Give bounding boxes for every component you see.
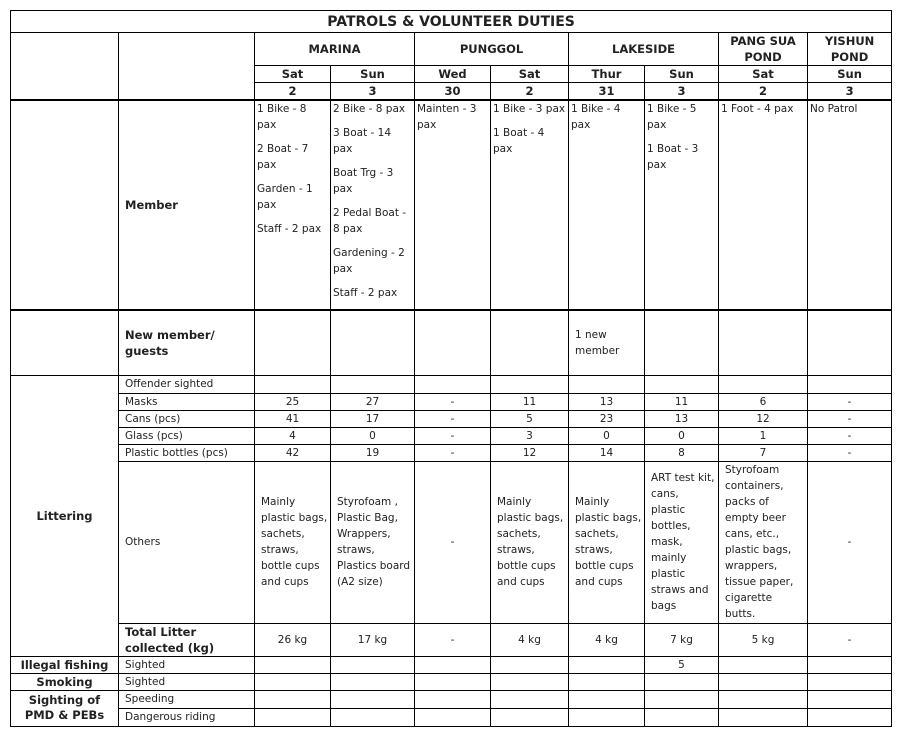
- littering-value: [255, 375, 331, 393]
- others-value: Styrofoam , Plastic Bag, Wrappers, straws, Plastics board (A2 size): [331, 461, 415, 623]
- member-entry: Staff - 2 pax: [257, 223, 322, 235]
- pmd-value: [645, 690, 719, 708]
- littering-value: 12: [719, 410, 808, 427]
- member-label: Member: [119, 100, 255, 310]
- littering-value: [808, 375, 892, 393]
- littering-value: -: [808, 410, 892, 427]
- littering-value: 19: [331, 444, 415, 461]
- member-entry: 3 Boat - 14 pax: [333, 127, 392, 155]
- littering-row-label: Cans (pcs): [119, 410, 255, 427]
- new-member-cell: [491, 310, 569, 375]
- date-cell: 2: [719, 83, 808, 101]
- day-cell: Wed: [415, 66, 491, 83]
- smoking-value: [255, 673, 331, 690]
- littering-value: [415, 375, 491, 393]
- illegal-fishing-value: [415, 656, 491, 673]
- littering-value: 23: [569, 410, 645, 427]
- location-pang-sua-pond: PANG SUA POND: [719, 33, 808, 66]
- illegal-fishing-value: [255, 656, 331, 673]
- new-member-cell: [255, 310, 331, 375]
- member-cell: [808, 100, 892, 310]
- pmd-row-label: Dangerous riding: [119, 708, 255, 726]
- others-value: ART test kit, cans, plastic bottles, mask, mainly plastic straws and bags: [645, 461, 719, 623]
- smoking-value: [331, 673, 415, 690]
- offender-sighted-row: [11, 375, 892, 393]
- illegal-fishing-value: [331, 656, 415, 673]
- new-member-value: 1 new member: [575, 328, 620, 357]
- day-cell: Sun: [808, 66, 892, 83]
- others-value: Mainly plastic bags, sachets, straws, bottle cups and cups: [491, 461, 569, 623]
- location-punggol: PUNGGOL: [415, 33, 569, 66]
- member-entry: 2 Boat - 7 pax: [257, 143, 309, 171]
- day-cell: Thur: [569, 66, 645, 83]
- glass-row: [11, 427, 892, 444]
- member-entry: 1 Boat - 4 pax: [493, 127, 545, 155]
- littering-value: [719, 375, 808, 393]
- littering-value: 27: [331, 393, 415, 410]
- member-entry: 1 Foot - 4 pax: [721, 103, 794, 115]
- pmd-value: [331, 708, 415, 726]
- date-cell: 31: [569, 83, 645, 101]
- date-cell: 2: [255, 83, 331, 101]
- pmd-value: [255, 690, 331, 708]
- littering-value: 13: [645, 410, 719, 427]
- littering-value: [645, 375, 719, 393]
- littering-value: 13: [569, 393, 645, 410]
- total-litter-value: 5 kg: [719, 623, 808, 656]
- new-member-cell: [719, 310, 808, 375]
- smoking-value: [808, 673, 892, 690]
- littering-row-label: Plastic bottles (pcs): [119, 444, 255, 461]
- date-cell: 3: [331, 83, 415, 101]
- pmd-value: [719, 690, 808, 708]
- littering-value: 6: [719, 393, 808, 410]
- new-member-cell: [569, 310, 645, 375]
- pmd-value: [255, 708, 331, 726]
- littering-value: 25: [255, 393, 331, 410]
- pmd-value: [645, 708, 719, 726]
- corner-cell-1: [11, 33, 119, 101]
- masks-row: [11, 393, 892, 410]
- smoking-row: [11, 673, 892, 690]
- pmd-value: [569, 690, 645, 708]
- littering-value: 5: [491, 410, 569, 427]
- new-member-label: New member/ guests: [119, 310, 255, 375]
- member-entry: 1 Bike - 4 pax: [571, 103, 621, 131]
- littering-value: [331, 375, 415, 393]
- littering-value: [569, 375, 645, 393]
- littering-row-label: Offender sighted: [119, 375, 255, 393]
- others-value: Mainly plastic bags, sachets, straws, bottle cups and cups: [569, 461, 645, 623]
- others-value: Styrofoam containers, packs of empty beer cans, etc., plastic bags, wrappers, tissue paper, cigarette butts.: [719, 461, 808, 623]
- illegal-fishing-row: [11, 656, 892, 673]
- pmd-value: [415, 708, 491, 726]
- duties-table-wrap: [10, 10, 891, 727]
- member-cell: [719, 100, 808, 310]
- new-member-cell: [331, 310, 415, 375]
- pmd-row-label: Speeding: [119, 690, 255, 708]
- member-entry: Gardening - 2 pax: [333, 247, 405, 275]
- pmd-value: [719, 708, 808, 726]
- new-member-cat-cell: [11, 310, 119, 375]
- location-yishun-pond: YISHUN POND: [808, 33, 892, 66]
- date-cell: 3: [645, 83, 719, 101]
- pmd-value: [808, 708, 892, 726]
- littering-value: 41: [255, 410, 331, 427]
- others-label: Others: [119, 461, 255, 623]
- member-cat-cell: [11, 100, 119, 310]
- member-cell: [331, 100, 415, 310]
- littering-value: -: [808, 444, 892, 461]
- total-litter-value: -: [415, 623, 491, 656]
- littering-value: 4: [255, 427, 331, 444]
- date-cell: 3: [808, 83, 892, 101]
- littering-value: 42: [255, 444, 331, 461]
- littering-value: 12: [491, 444, 569, 461]
- littering-value: -: [415, 444, 491, 461]
- others-row: [11, 461, 892, 623]
- total-litter-value: 7 kg: [645, 623, 719, 656]
- member-entry: 1 Bike - 5 pax: [647, 103, 697, 131]
- smoking-value: [569, 673, 645, 690]
- member-entry: 1 Bike - 8 pax: [257, 103, 307, 131]
- member-row: [11, 100, 892, 310]
- member-entry: Staff - 2 pax: [333, 287, 398, 299]
- member-entry: Boat Trg - 3 pax: [333, 167, 394, 195]
- member-entry: Garden - 1 pax: [257, 183, 313, 211]
- total-litter-row: [11, 623, 892, 656]
- littering-row-label: Glass (pcs): [119, 427, 255, 444]
- littering-value: 17: [331, 410, 415, 427]
- total-litter-value: 4 kg: [491, 623, 569, 656]
- new-member-cell: [808, 310, 892, 375]
- littering-value: 14: [569, 444, 645, 461]
- total-litter-label: Total Litter collected (kg): [119, 623, 255, 656]
- total-litter-value: 4 kg: [569, 623, 645, 656]
- littering-value: -: [415, 393, 491, 410]
- pmd-value: [569, 708, 645, 726]
- littering-value: 0: [331, 427, 415, 444]
- pmd-value: [415, 690, 491, 708]
- total-litter-value: -: [808, 623, 892, 656]
- smoking-value: [719, 673, 808, 690]
- member-cell: [491, 100, 569, 310]
- location-marina: MARINA: [255, 33, 415, 66]
- littering-value: 0: [569, 427, 645, 444]
- pmd-value: [808, 690, 892, 708]
- day-cell: Sat: [255, 66, 331, 83]
- others-value: Mainly plastic bags, sachets, straws, bottle cups and cups: [255, 461, 331, 623]
- member-entry: 1 Bike - 3 pax: [493, 103, 566, 115]
- member-entry: No Patrol: [810, 103, 858, 115]
- smoking-value: [491, 673, 569, 690]
- new-member-cell: [645, 310, 719, 375]
- littering-value: -: [808, 427, 892, 444]
- pmd-label: Sighting of PMD & PEBs: [11, 690, 119, 726]
- littering-value: 8: [645, 444, 719, 461]
- illegal-fishing-value: [569, 656, 645, 673]
- date-cell: 30: [415, 83, 491, 101]
- littering-label: Littering: [11, 375, 119, 656]
- day-cell: Sun: [331, 66, 415, 83]
- illegal-fishing-value: 5: [645, 656, 719, 673]
- smoking-value: [645, 673, 719, 690]
- littering-value: 11: [491, 393, 569, 410]
- smoking-row-label: Sighted: [119, 673, 255, 690]
- member-cell: [255, 100, 331, 310]
- member-entry: Mainten - 3 pax: [417, 103, 477, 131]
- littering-value: 1: [719, 427, 808, 444]
- littering-value: 11: [645, 393, 719, 410]
- plastic-bottles-row: [11, 444, 892, 461]
- member-cell: [645, 100, 719, 310]
- speeding-row: [11, 690, 892, 708]
- new-member-row: [11, 310, 892, 375]
- littering-value: -: [808, 393, 892, 410]
- others-value: -: [808, 461, 892, 623]
- littering-value: -: [415, 427, 491, 444]
- illegal-fishing-value: [719, 656, 808, 673]
- littering-value: 0: [645, 427, 719, 444]
- day-cell: Sat: [491, 66, 569, 83]
- pmd-value: [491, 708, 569, 726]
- littering-value: 3: [491, 427, 569, 444]
- member-entry: 2 Pedal Boat - 8 pax: [333, 207, 407, 235]
- littering-value: 7: [719, 444, 808, 461]
- member-cell: [569, 100, 645, 310]
- littering-value: [491, 375, 569, 393]
- total-litter-value: 17 kg: [331, 623, 415, 656]
- littering-value: -: [415, 410, 491, 427]
- cans-row: [11, 410, 892, 427]
- patrols-duties-table: [10, 10, 892, 727]
- littering-row-label: Masks: [119, 393, 255, 410]
- date-cell: 2: [491, 83, 569, 101]
- member-entry: 2 Bike - 8 pax: [333, 103, 406, 115]
- others-value: -: [415, 461, 491, 623]
- dangerous-riding-row: [11, 708, 892, 726]
- table-title: PATROLS & VOLUNTEER DUTIES: [11, 11, 892, 33]
- day-cell: Sat: [719, 66, 808, 83]
- new-member-cell: [415, 310, 491, 375]
- pmd-value: [491, 690, 569, 708]
- member-entry: 1 Boat - 3 pax: [647, 143, 699, 171]
- smoking-value: [415, 673, 491, 690]
- member-cell: [415, 100, 491, 310]
- illegal-fishing-value: [491, 656, 569, 673]
- illegal-fishing-row-label: Sighted: [119, 656, 255, 673]
- illegal-fishing-value: [808, 656, 892, 673]
- smoking-label: Smoking: [11, 673, 119, 690]
- illegal-fishing-label: Illegal fishing: [11, 656, 119, 673]
- total-litter-value: 26 kg: [255, 623, 331, 656]
- corner-cell-2: [119, 33, 255, 101]
- day-cell: Sun: [645, 66, 719, 83]
- pmd-value: [331, 690, 415, 708]
- location-lakeside: LAKESIDE: [569, 33, 719, 66]
